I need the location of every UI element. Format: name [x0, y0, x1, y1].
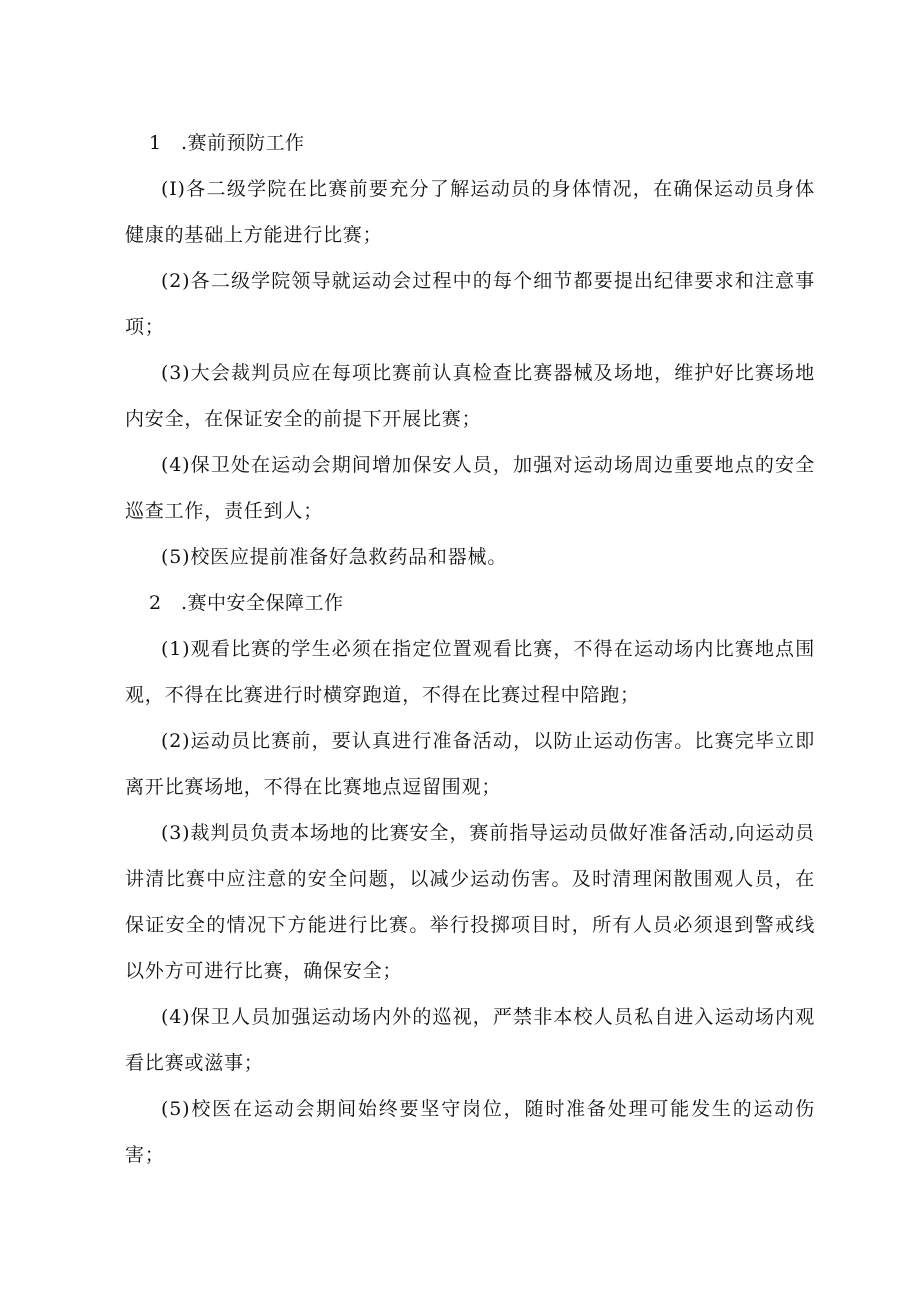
paragraph: (3)裁判员负责本场地的比赛安全，赛前指导运动员做好准备活动,向运动员讲清比赛中应注意的安全问题，以减少运动伤害。及时清理闲散围观人员，在保证安全的情况下方能进行比赛。举行投掷项目时，所有人员必须退到警戒线以外方可进行比赛，确保安全；	[125, 822, 815, 982]
paragraph: (5)校医应提前准备好急救药品和器械。	[161, 546, 508, 568]
section-title: .赛前预防工作	[181, 132, 305, 154]
paragraph: (I)各二级学院在比赛前要充分了解运动员的身体情况，在确保运动员身体健康的基础上方能进行比赛；	[125, 178, 815, 246]
section-title: .赛中安全保障工作	[181, 592, 344, 614]
paragraph: (2)各二级学院领导就运动会过程中的每个细节都要提出纪律要求和注意事项；	[125, 270, 815, 338]
section-heading-1	[125, 120, 815, 166]
paragraph: (5)校医在运动会期间始终要坚守岗位，随时准备处理可能发生的运动伤害；	[125, 1098, 815, 1166]
paragraph: (2)运动员比赛前，要认真进行准备活动，以防止运动伤害。比赛完毕立即离开比赛场地，不得在比赛地点逗留围观；	[125, 730, 815, 798]
paragraph: (4)保卫人员加强运动场内外的巡视，严禁非本校人员私自进入运动场内观看比赛或滋事；	[125, 1006, 815, 1074]
section-number: 2	[149, 592, 162, 614]
section-number: 1	[149, 132, 162, 154]
paragraph: (4)保卫处在运动会期间增加保安人员，加强对运动场周边重要地点的安全巡查工作，责任到人；	[125, 454, 815, 522]
paragraph: (3)大会裁判员应在每项比赛前认真检查比赛器械及场地，维护好比赛场地内安全，在保证安全的前提下开展比赛；	[125, 362, 815, 430]
document-body	[125, 120, 815, 1178]
paragraph: (1)观看比赛的学生必须在指定位置观看比赛，不得在运动场内比赛地点围观，不得在比赛进行时横穿跑道，不得在比赛过程中陪跑；	[125, 638, 815, 706]
section-heading-2	[125, 580, 815, 626]
